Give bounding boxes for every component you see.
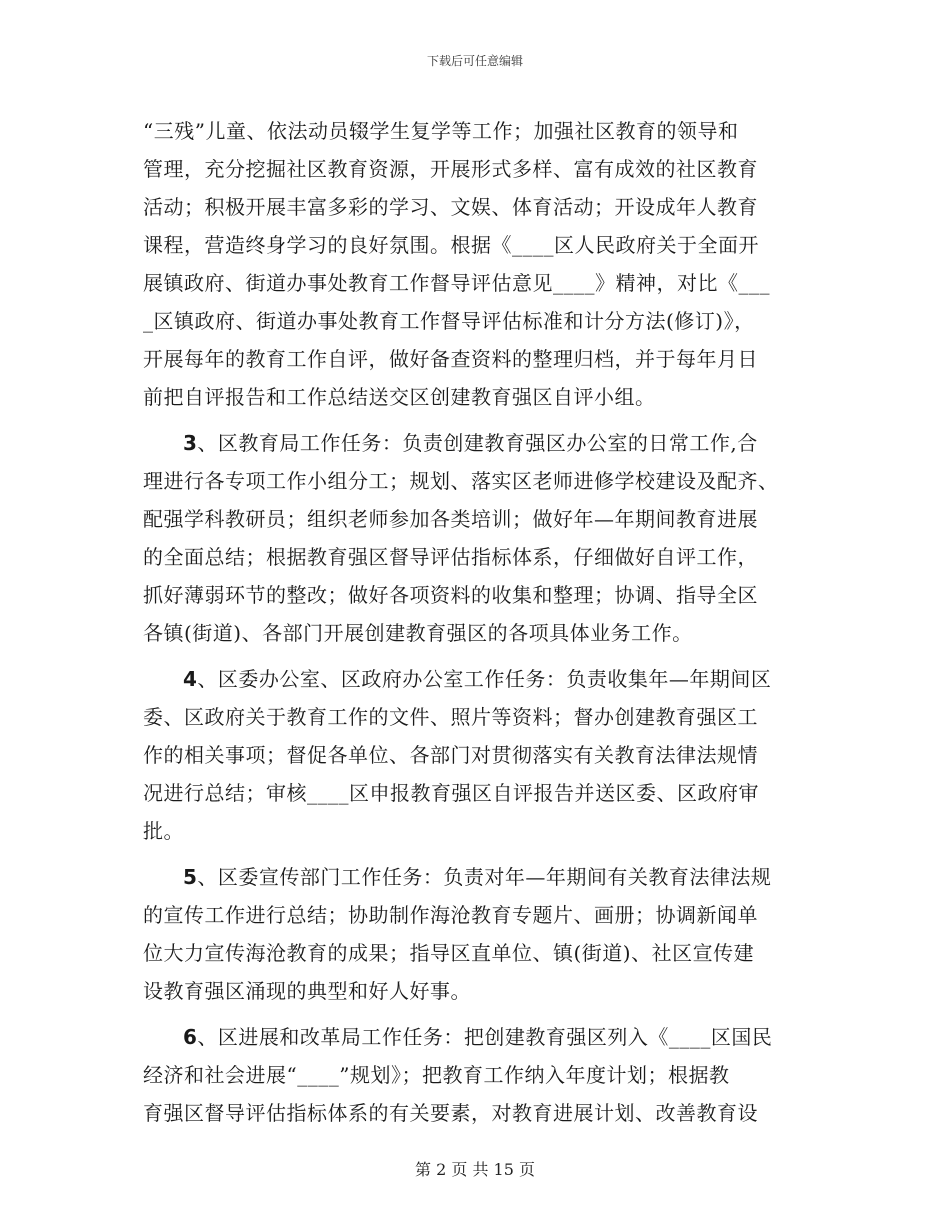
item-number: 3 [183,431,198,455]
text-line: 配强学科教研员；组织老师参加各类培训；做好年—年期间教育进展 [143,507,758,531]
text-line: 经济和社会进展“____”规划》；把教育工作纳入年度计划；根据教 [143,1063,730,1087]
text-line: 况进行总结；审核____区申报教育强区自评报告并送区委、区政府审 [143,781,759,805]
item-number: 6 [183,1025,198,1049]
text-line: 作的相关事项；督促各单位、各部门对贯彻落实有关教育法律法规情 [143,743,758,767]
document-body [143,112,808,1132]
text-line: 课程，营造终身学习的良好氛围。根据《____区人民政府关于全面开 [143,233,759,257]
text-line: “三残”儿童、依法动员辍学生复学等工作；加强社区教育的领导和 [143,119,739,143]
text-line: 的宣传工作进行总结；协助制作海沧教育专题片、画册；协调新闻单 [143,903,758,927]
text-line: _区镇政府、街道办事处教育工作督导评估标准和计分方法(修订)》， [143,309,755,333]
text-line: 委、区政府关于教育工作的文件、照片等资料；督办创建教育强区工 [143,705,758,729]
text-line: 位大力宣传海沧教育的成果；指导区直单位、镇(街道)、社区宣传建 [143,941,755,965]
text-line: 活动；积极开展丰富多彩的学习、文娱、体育活动；开设成年人教育 [143,195,758,219]
text-line: 批。 [143,819,184,843]
paragraph-first-line [143,858,808,896]
text-line: 管理，充分挖掘社区教育资源，开展形式多样、富有成效的社区教育 [143,157,758,181]
text-line: 、区委办公室、区政府办公室工作任务：负责收集年—年期间区 [197,667,772,691]
page-footer: 第 2 页 共 15 页 [415,1160,535,1179]
text-line: 抓好薄弱环节的整改；做好各项资料的收集和整理；协调、指导全区 [143,583,758,607]
paragraph-first-line [143,660,808,698]
page-header: 下载后可任意编辑 [426,54,523,68]
item-number: 4 [183,667,198,691]
text-line: 育强区督导评估指标体系的有关要素，对教育进展计划、改善教育设 [143,1101,758,1125]
paragraph-first-line [143,424,808,462]
text-line: 、区教育局工作任务：负责创建教育强区办公室的日常工作,合 [197,431,758,455]
text-line: 各镇(街道)、各部门开展创建教育强区的各项具体业务工作。 [143,621,693,645]
text-line: 开展每年的教育工作自评，做好备查资料的整理归档，并于每年月日 [143,347,758,371]
paragraph-first-line [143,1018,808,1056]
text-line: 理进行各专项工作小组分工；规划、落实区老师进修学校建设及配齐、 [143,469,779,493]
text-line: 、区进展和改革局工作任务：把创建教育强区列入《____区国民 [197,1025,773,1049]
text-line: 前把自评报告和工作总结送交区创建教育强区自评小组。 [143,385,656,409]
item-number: 5 [183,865,198,889]
text-line: 的全面总结；根据教育强区督导评估指标体系，仔细做好自评工作， [143,545,758,569]
text-line: 展镇政府、街道办事处教育工作督导评估意见____》精神，对比《___ [143,271,770,295]
text-line: 设教育强区涌现的典型和好人好事。 [143,979,471,1003]
text-line: 、区委宣传部门工作任务：负责对年—年期间有关教育法律法规 [197,865,772,889]
